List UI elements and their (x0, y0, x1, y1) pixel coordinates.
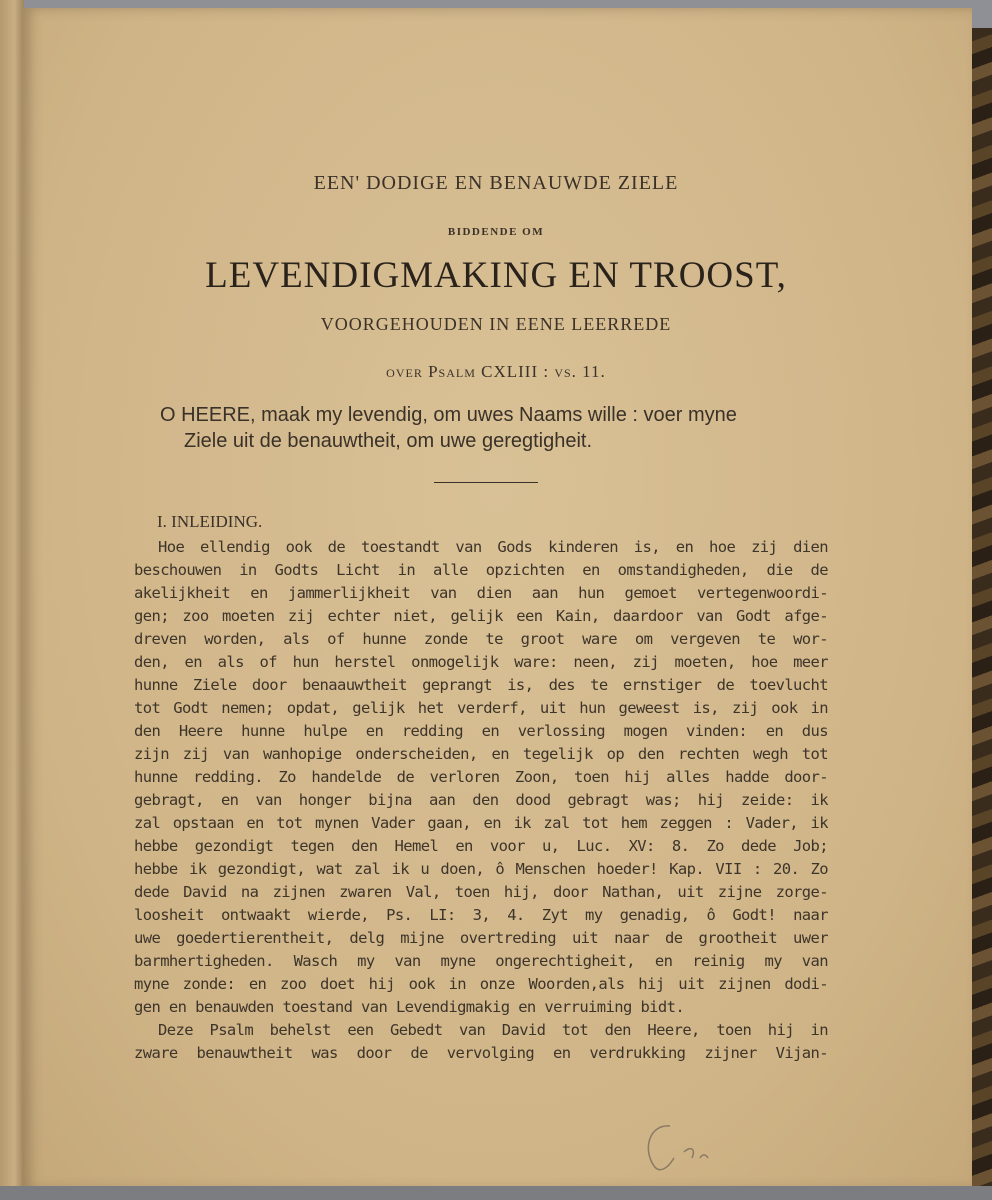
verse-line: O HEERE, maak my levendig, om uwes Naams wille : voer myne (160, 404, 737, 426)
body-line: Hoe ellendig ook de toestandt van Gods kinderen is, en hoe zij dien (158, 538, 828, 556)
body-line: den Heere hunne hulpe en redding en verlossing mogen vinden: en dus (134, 722, 828, 740)
body-line: gen en benauwden toestand van Levendigmakig en verruiming bidt. (134, 998, 685, 1016)
body-line: beschouwen in Godts Licht in alle opzichten en omstandigheden, die de (134, 561, 828, 579)
body-line: barmhertigheden. Wasch my van myne ongerechtigheit, en reinig my van (134, 952, 828, 970)
body-line: tot Godt nemen; opdat, gelijk het verderf, uit hun geweest is, zij ook in (134, 699, 828, 717)
body-line: gen; zoo moeten zij echter niet, gelijk een Kain, daardoor van Godt afge- (134, 607, 828, 625)
body-line: akelijkheit en jammerlijkheit van dien aan hun gemoet vertegenwoordi- (134, 584, 828, 602)
body-line: hunne Ziele door benaauwtheit geprangt is, des te ernstiger de toevlucht (134, 676, 828, 694)
pencil-scribble-icon (640, 1118, 760, 1178)
main-title: LEVENDIGMAKING EN TROOST, (205, 255, 787, 296)
body-line: zware benauwtheit was door de vervolging en verdrukking zijner Vijan- (134, 1044, 828, 1062)
body-line: den, en als of hun herstel onmogelijk ware: neen, zij moeten, hoe meer (134, 653, 828, 671)
body-line: zijn zij van wanhopige onderscheiden, en tegelijk op den rechten wegh tot (134, 745, 828, 763)
body-line: uwe goedertierentheit, delg mijne overtreding uit naar de grootheit uwer (134, 929, 828, 947)
body-line: gebragt, en van honger bijna aan den dood gebragt was; hij zeide: ik (134, 791, 828, 809)
body-line: hebbe ik gezondigt, wat zal ik u doen, ô Menschen hoeder! Kap. VII : 20. Zo (134, 860, 828, 878)
background-surface (0, 1186, 992, 1200)
reference-text: over Psalm CXLIII : vs. 11. (386, 362, 606, 381)
body-line: dede David na zijnen zwaren Val, toen hij, door Nathan, uit zijne zorge- (134, 883, 828, 901)
body-line: hunne redding. Zo handelde de verloren Zoon, toen hij alles hadde door- (134, 768, 828, 786)
body-line: Deze Psalm behelst een Gebedt van David tot den Heere, toen hij in (158, 1021, 828, 1039)
verse-line: Ziele uit de benauwtheit, om uwe geregtigheit. (184, 430, 593, 452)
heading-line-2: BIDDENDE OM (447, 226, 545, 238)
body-line: zal opstaan en tot mynen Vader gaan, en ik zal tot hem zeggen : Vader, ik (134, 814, 828, 832)
heading-line-1: EEN' DODIGE EN BENAUWDE ZIELE (313, 172, 679, 194)
divider-rule (434, 482, 538, 483)
body-line: loosheit ontwaakt wierde, Ps. LI: 3, 4. Zyt my genadig, ô Godt! naar (134, 906, 828, 924)
body-line: hebbe gezondigt tegen den Hemel en voor u, Luc. XV: 8. Zo dede Job; (134, 837, 828, 855)
subtitle: VOORGEHOUDEN IN EENE LEERREDE (320, 314, 672, 334)
body-line: myne zonde: en zoo doet hij ook in onze Woorden,als hij uit zijnen dodi- (134, 975, 828, 993)
scripture-reference (0, 362, 992, 382)
section-heading: I. INLEIDING. (157, 512, 263, 531)
body-line: dreven worden, als of hunne zonde te groot ware om vergeven te wor- (134, 630, 828, 648)
